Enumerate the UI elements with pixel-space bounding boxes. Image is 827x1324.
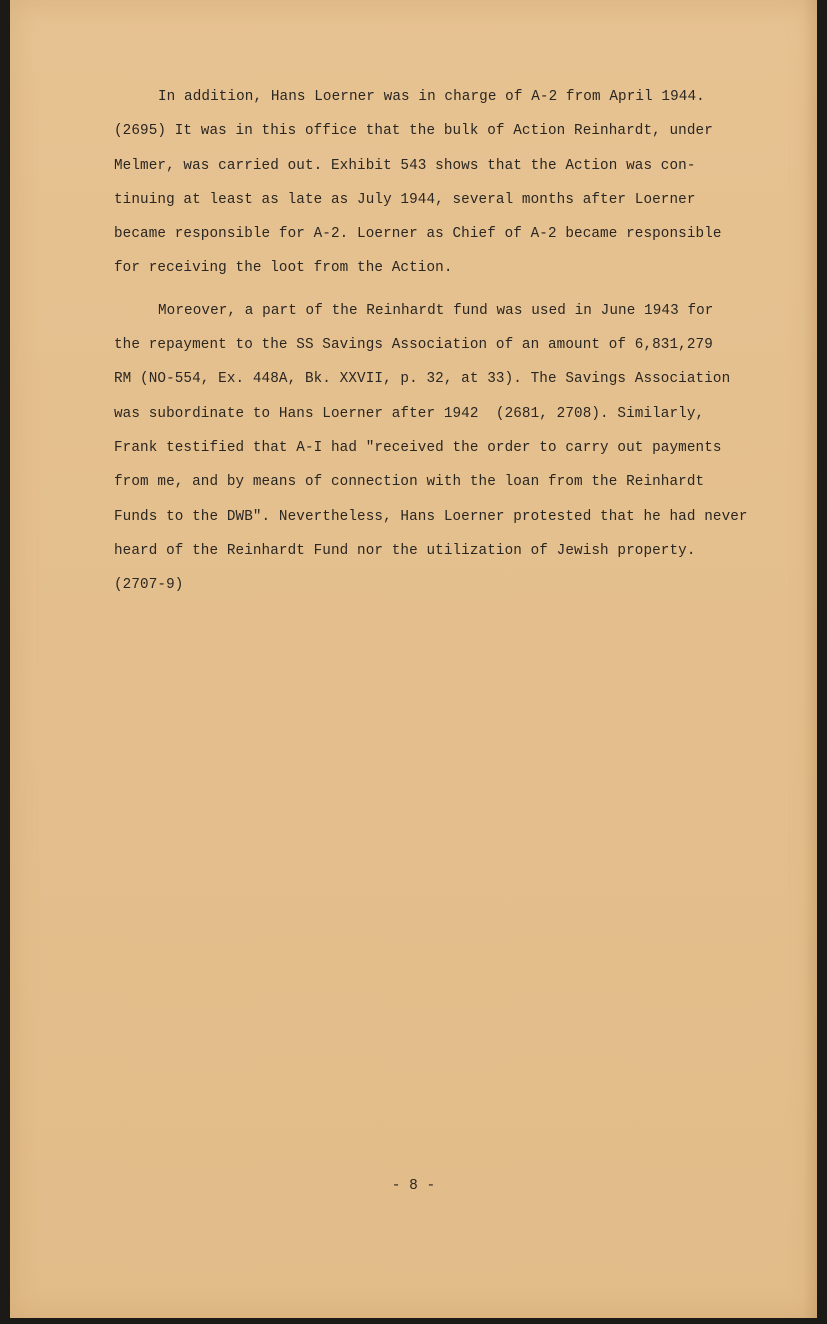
text-line: (2707-9) — [114, 577, 184, 594]
document-body — [114, 80, 764, 602]
text-line: for receiving the loot from the Action. — [114, 260, 453, 277]
text-line: (2695) It was in this office that the bulk of Action Reinhardt, under — [114, 123, 713, 140]
text-line: Moreover, a part of the Reinhardt fund was used in June 1943 for — [158, 302, 714, 319]
text-line: In addition, Hans Loerner was in charge of A-2 from April 1944. — [158, 89, 705, 105]
text-line: tinuing at least as late as July 1944, several months after Loerner — [114, 191, 696, 208]
text-line: Frank testified that A-I had "received the order to carry out payments — [114, 439, 722, 456]
page-number: - 8 - — [391, 1178, 436, 1194]
text-line: heard of the Reinhardt Fund nor the utilization of Jewish property. — [114, 542, 696, 559]
text-line: from me, and by means of connection with the loan from the Reinhardt — [114, 474, 705, 491]
text-line: Funds to the DWB". Nevertheless, Hans Loerner protested that he had never — [114, 508, 748, 525]
text-line: the repayment to the SS Savings Association of an amount of 6,831,279 — [114, 337, 713, 354]
paragraph-gap — [114, 286, 764, 294]
text-line: RM (NO-554, Ex. 448A, Bk. XXVII, p. 32, at 33). The Savings Association — [114, 371, 731, 388]
text-line: Melmer, was carried out. Exhibit 543 shows that the Action was con- — [114, 157, 696, 174]
text-line: was subordinate to Hans Loerner after 1942 (2681, 2708). Similarly, — [114, 405, 705, 422]
text-line: became responsible for A-2. Loerner as Chief of A-2 became responsible — [114, 226, 722, 243]
